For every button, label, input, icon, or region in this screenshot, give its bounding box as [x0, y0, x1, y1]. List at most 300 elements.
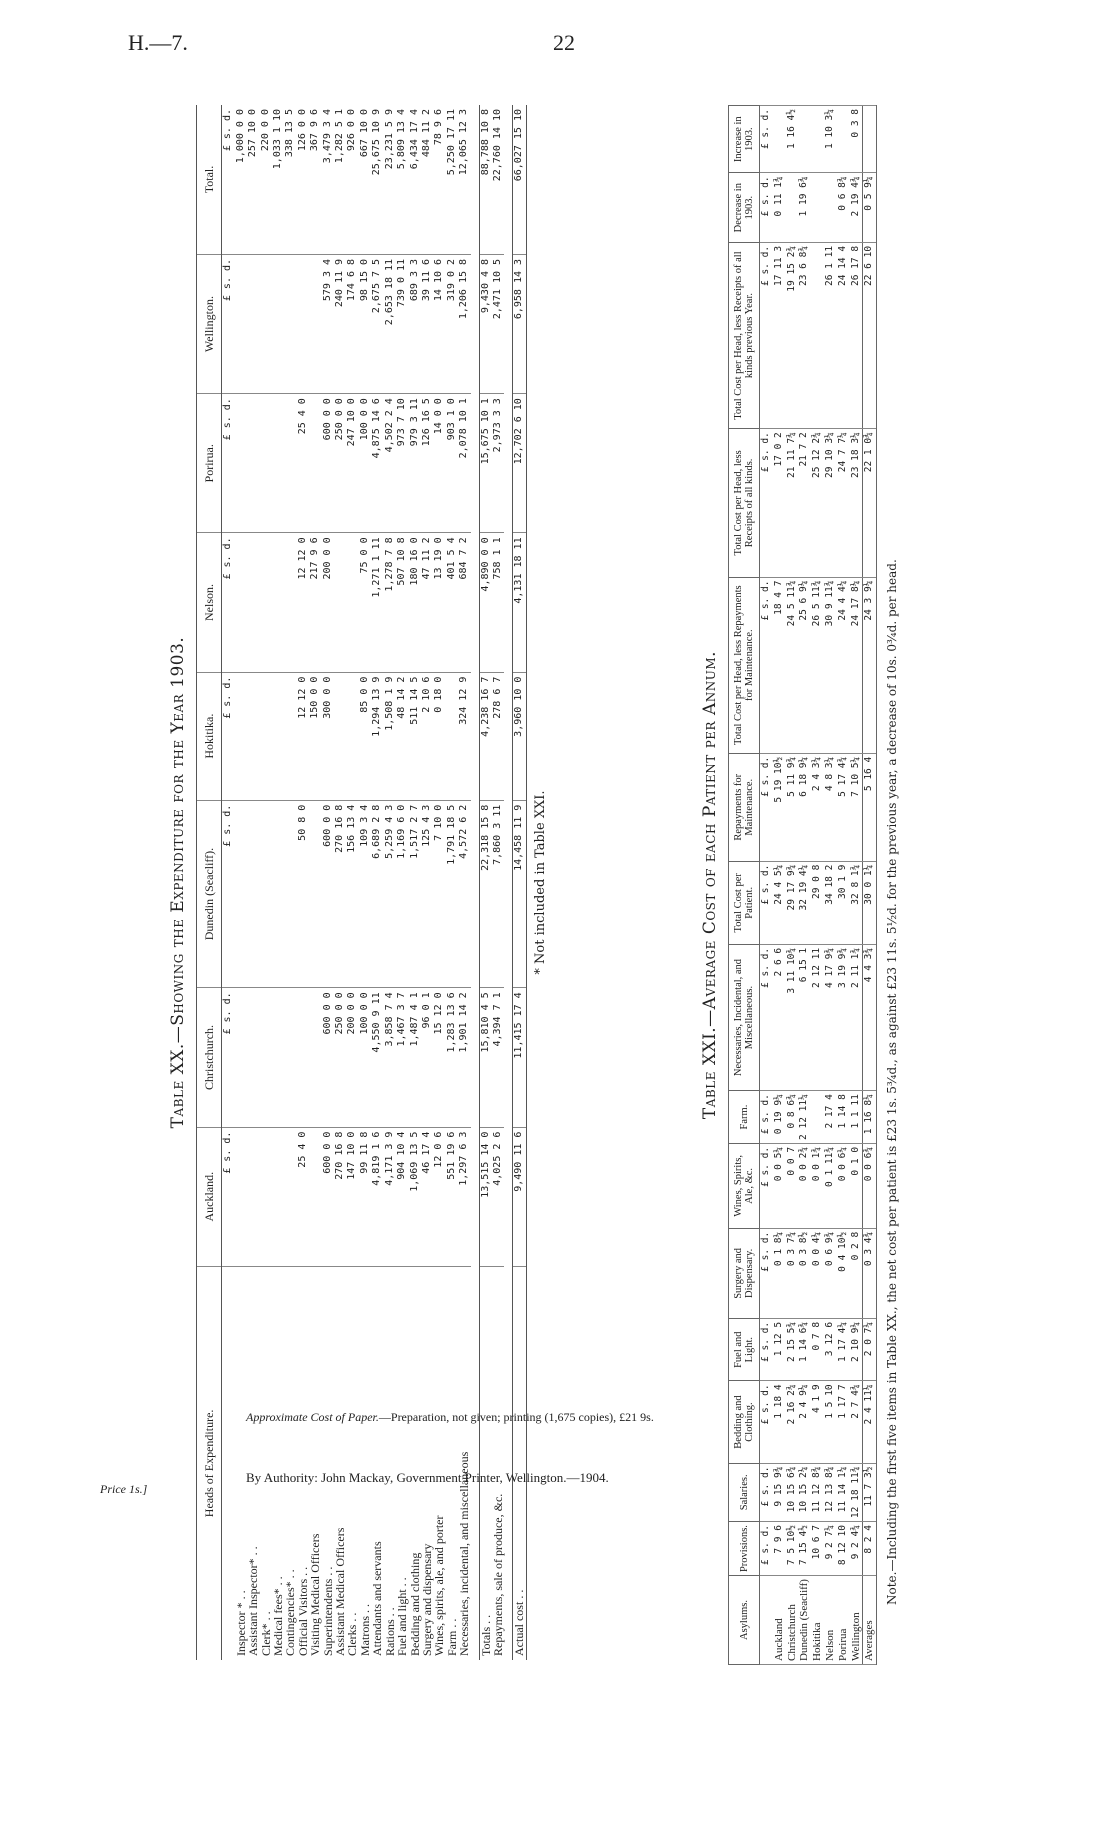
table-cell: 29 0 8: [811, 861, 824, 944]
table-cell: 2,675 7 5: [371, 254, 383, 393]
table-cell: 13,515 14 0: [479, 1127, 492, 1266]
table-xx-column-header: Dunedin (Seacliff).: [197, 800, 222, 988]
asylum-name: Hokitika: [811, 1576, 824, 1665]
table-cell: 0 5 9¼: [863, 173, 877, 243]
table-cell: 739 0 11: [396, 254, 408, 393]
table-row: [384, 105, 396, 1660]
table-cell: [297, 254, 309, 393]
table-cell: 47 11 2: [421, 533, 433, 672]
table-cell: 270 16 8: [334, 800, 346, 988]
row-label-text: Surgery and dispensary: [419, 1543, 434, 1656]
table-cell: 39 11 6: [421, 254, 433, 393]
table-xxi-units: £ s. d.: [760, 429, 773, 577]
leader-dots: . .: [444, 1618, 459, 1628]
table-cell: 250 0 0: [334, 394, 346, 533]
table-cell: 2 15 5¾: [786, 1318, 799, 1381]
table-cell: 1,283 13 6: [446, 988, 458, 1127]
table-cell: 25,675 10 9: [371, 105, 383, 254]
row-label-text: Attendants and servants: [370, 1541, 385, 1656]
asylum-name: Averages: [863, 1576, 877, 1665]
table-cell: [247, 394, 259, 533]
table-cell: 2 17 4: [824, 1091, 837, 1144]
table-cell: [260, 800, 272, 988]
table-cell: 1,206 15 8: [458, 254, 470, 393]
table-cell: 0 0 2¾: [798, 1143, 811, 1228]
table-xxi-units: £ s. d.: [760, 106, 773, 173]
table-row: [396, 105, 408, 1660]
table-cell: 4,502 2 4: [384, 394, 396, 533]
table-cell: 1,294 13 9: [371, 672, 383, 800]
table-cell: 2,973 3 3: [492, 394, 504, 533]
table-cell: 2 12 11¼: [798, 1091, 811, 1144]
table-cell: 126 0 0: [297, 105, 309, 254]
table-cell: 14 10 6: [433, 254, 445, 393]
table-cell: 99 11 8: [359, 1127, 371, 1266]
authority-line: By Authority: John Mackay, Government Printer, Wellington.—1904.: [246, 1470, 609, 1485]
table-cell: 19 15 2¾: [786, 242, 799, 428]
table-cell: 250 0 0: [334, 988, 346, 1127]
table-cell: [284, 394, 296, 533]
table-cell: 12 12 0: [297, 672, 309, 800]
table-cell: 7 9 6: [773, 1522, 786, 1576]
table-xxi-column-header: Total Cost per Head, less Repayments for Maintenance.: [729, 577, 760, 753]
row-label-text: Superintendents: [320, 1578, 335, 1656]
row-label-text: Bedding and clothing: [407, 1552, 422, 1656]
table-cell: [260, 1127, 272, 1266]
table-cell: 579 3 4: [322, 254, 334, 393]
table-cell: 1,000 0 0: [235, 105, 247, 254]
table-xx-column-header: Nelson.: [197, 533, 222, 672]
table-cell: 22,318 15 8: [479, 800, 492, 988]
table-cell: 220 0 0: [260, 105, 272, 254]
table-cell: 32 19 4¼: [798, 861, 811, 944]
table-cell: [309, 394, 321, 533]
table-cell: 12 13 8¾: [824, 1463, 837, 1521]
table-cell: 48 14 2: [396, 672, 408, 800]
table-cell: 1,901 14 2: [458, 988, 470, 1127]
paper-cost-line: [246, 1410, 654, 1425]
table-cell: 2 6 6: [773, 944, 786, 1090]
table-cell: 319 0 2: [446, 254, 458, 393]
table-cell: [260, 672, 272, 800]
table-row: [492, 105, 504, 1660]
table-row: [798, 106, 811, 1665]
table-cell: 15,810 4 5: [479, 988, 492, 1127]
table-xx-column-header: Porirua.: [197, 394, 222, 533]
table-cell: 10 15 2¼: [798, 1463, 811, 1521]
leader-dots: . .: [271, 1576, 286, 1586]
row-label-text: Assistant Inspector*: [246, 1558, 261, 1656]
table-xxi-units: £ s. d.: [760, 1381, 773, 1463]
table-xxi-units: £ s. d.: [760, 1318, 773, 1381]
table-cell: 24 7 7¼: [837, 429, 850, 577]
row-label: [492, 1266, 504, 1660]
table-cell: 12 18 11¾: [850, 1463, 863, 1521]
table-cell: 600 0 0: [322, 1127, 334, 1266]
table-cell: [235, 988, 247, 1127]
table-cell: [309, 254, 321, 393]
table-cell: [272, 988, 284, 1127]
table-cell: 96 0 1: [421, 988, 433, 1127]
table-xxi-units: £ s. d.: [760, 1143, 773, 1228]
table-cell: 125 4 3: [421, 800, 433, 988]
table-xx-units: £ s. d.: [222, 672, 235, 800]
table-cell: 32 8 1¾: [850, 861, 863, 944]
table-cell: 7 10 0: [433, 800, 445, 988]
table-cell: 4 8 3¼: [824, 753, 837, 861]
table-cell: 4,025 2 6: [492, 1127, 504, 1266]
table-cell: 270 16 8: [334, 1127, 346, 1266]
table-xxi-header-row: [729, 106, 760, 1665]
table-cell: 29 10 3¼: [824, 429, 837, 577]
table-cell: 21 7 2: [798, 429, 811, 577]
table-cell: 1 14 8: [837, 1091, 850, 1144]
row-label: [513, 1266, 526, 1660]
table-xx-note: * Not included in Table XXI.: [532, 790, 548, 975]
table-xxi-column-header: Wines, Spirits, Ale, &c.: [729, 1143, 760, 1228]
table-cell: 4 17 9¾: [824, 944, 837, 1090]
table-xxi-block: [700, 105, 899, 1665]
table-cell: 10 15 6¾: [786, 1463, 799, 1521]
table-cell: [309, 800, 321, 988]
asylum-name: Christchurch: [786, 1576, 799, 1665]
table-xx: [196, 105, 527, 1660]
table-cell: 15,675 10 1: [479, 394, 492, 533]
row-label-text: Visiting Medical Officers: [308, 1533, 323, 1656]
table-cell: 3 12 6: [824, 1318, 837, 1381]
table-cell: 1 1 11: [850, 1091, 863, 1144]
table-cell: 1,271 1 11: [371, 533, 383, 672]
table-cell: 1 14 6¾: [798, 1318, 811, 1381]
table-xxi-column-header: Surgery and Dispensary.: [729, 1228, 760, 1318]
table-cell: [786, 173, 799, 243]
table-cell: 0 0 1¾: [811, 1143, 824, 1228]
leader-dots: . .: [478, 1614, 493, 1624]
table-xx-block: [168, 105, 548, 1660]
table-cell: 46 17 4: [421, 1127, 433, 1266]
row-label-text: Fuel and light: [395, 1589, 410, 1656]
table-cell: 5 16 4: [863, 753, 877, 861]
table-cell: [309, 988, 321, 1127]
table-xxi-column-header: Total Cost per Head, less Receipts of all kinds previous Year.: [729, 242, 760, 428]
table-cell: 6 18 9¼: [798, 753, 811, 861]
table-row: [371, 105, 383, 1660]
table-cell: 401 5 4: [446, 533, 458, 672]
table-cell: [837, 106, 850, 173]
table-cell: 75 0 0: [359, 533, 371, 672]
table-cell: 4,819 1 6: [371, 1127, 383, 1266]
table-cell: [235, 1127, 247, 1266]
table-cell: 15 12 0: [433, 988, 445, 1127]
table-cell: [247, 1127, 259, 1266]
table-xx-units-row: [222, 105, 235, 1660]
asylum-name: Dunedin (Seacliff): [798, 1576, 811, 1665]
leader-dots: . .: [283, 1569, 298, 1579]
table-xxi-column-header: Increase in 1903.: [729, 106, 760, 173]
leader-dots: . .: [320, 1566, 335, 1576]
table-cell: 9 15 9¾: [773, 1463, 786, 1521]
table-cell: [235, 254, 247, 393]
table-cell: 66,027 15 10: [513, 105, 526, 254]
table-cell: [235, 394, 247, 533]
table-cell: 903 1 0: [446, 394, 458, 533]
table-xx-units: £ s. d.: [222, 105, 235, 254]
table-cell: 18 4 7: [773, 577, 786, 753]
table-cell: 2 4 3¼: [811, 753, 824, 861]
table-cell: 7 15 4½: [798, 1522, 811, 1576]
table-row: [513, 105, 526, 1660]
table-cell: 0 7 8: [811, 1318, 824, 1381]
table-cell: 3,858 7 4: [384, 988, 396, 1127]
table-cell: [773, 106, 786, 173]
table-cell: 4 1 9: [811, 1381, 824, 1463]
table-xxi-title: Table XXI.—Average Cost of each Patient per Annum.: [700, 650, 720, 1120]
table-xx-column-header: Hokitika.: [197, 672, 222, 800]
table-row: [359, 105, 371, 1660]
table-row: [863, 106, 877, 1665]
table-cell: [272, 800, 284, 988]
table-cell: [260, 254, 272, 393]
table-cell: 2 10 9¼: [850, 1318, 863, 1381]
table-xxi-units: £ s. d.: [760, 173, 773, 243]
table-cell: 0 6 8¾: [837, 173, 850, 243]
table-cell: 979 3 11: [409, 394, 421, 533]
asylum-name: Porirua: [837, 1576, 850, 1665]
table-cell: 511 14 5: [409, 672, 421, 800]
table-row: [824, 106, 837, 1665]
table-xxi-units: £ s. d.: [760, 1522, 773, 1576]
table-cell: 973 7 10: [396, 394, 408, 533]
table-xx-units: £ s. d.: [222, 394, 235, 533]
table-cell: 24 17 8¼: [850, 577, 863, 753]
table-cell: 0 0 6¼: [837, 1143, 850, 1228]
table-cell: 484 11 2: [421, 105, 433, 254]
table-cell: 6 15 1: [798, 944, 811, 1090]
table-row: [773, 106, 786, 1665]
spacer-row: [504, 105, 513, 1660]
table-cell: [235, 800, 247, 988]
table-row: [811, 106, 824, 1665]
table-row: [309, 105, 321, 1660]
table-cell: 4,171 3 9: [384, 1127, 396, 1266]
table-xx-column-header: Total.: [197, 105, 222, 254]
row-label-text: Inspector *: [233, 1602, 248, 1656]
table-cell: 78 9 6: [433, 105, 445, 254]
table-cell: [346, 533, 358, 672]
leader-dots: . .: [258, 1611, 273, 1621]
leader-dots: . .: [233, 1590, 248, 1600]
table-cell: 88,788 10 8: [479, 105, 492, 254]
table-row: [421, 105, 433, 1660]
table-cell: 9,430 4 8: [479, 254, 492, 393]
row-label: [371, 1266, 383, 1660]
table-xx-column-header: Auckland.: [197, 1127, 222, 1266]
table-cell: 257 10 0: [247, 105, 259, 254]
table-cell: 12 12 0: [297, 533, 309, 672]
table-cell: 5,809 13 4: [396, 105, 408, 254]
table-xxi-column-header: Farm.: [729, 1091, 760, 1144]
table-row: [446, 105, 458, 1660]
table-cell: 1 17 7: [837, 1381, 850, 1463]
row-label-text: Assistant Medical Officers: [333, 1527, 348, 1656]
table-cell: 247 10 0: [346, 394, 358, 533]
table-cell: [272, 1127, 284, 1266]
row-label-text: Rations: [382, 1619, 397, 1656]
table-cell: 2 19 4¾: [850, 173, 863, 243]
table-cell: [272, 254, 284, 393]
table-cell: 4,550 9 11: [371, 988, 383, 1127]
table-row: [322, 105, 334, 1660]
table-cell: 600 0 0: [322, 394, 334, 533]
table-cell: 2,471 10 5: [492, 254, 504, 393]
table-cell: [247, 800, 259, 988]
table-cell: 7,860 3 11: [492, 800, 504, 988]
table-cell: 0 3 8½: [798, 1228, 811, 1318]
table-xxi-units: £ s. d.: [760, 577, 773, 753]
table-cell: 24 5 11¾: [786, 577, 799, 753]
table-xxi-column-header: Provisions.: [729, 1522, 760, 1576]
table-cell: 0 1 8¼: [773, 1228, 786, 1318]
table-cell: 1,069 13 5: [409, 1127, 421, 1266]
leader-dots: . .: [357, 1604, 372, 1613]
table-cell: 1,169 6 0: [396, 800, 408, 988]
table-xx-column-header: Christchurch.: [197, 988, 222, 1127]
table-cell: 1,487 4 1: [409, 988, 421, 1127]
table-xxi-units: £ s. d.: [760, 242, 773, 428]
table-cell: 367 9 6: [309, 105, 321, 254]
table-xxi-column-header: Total Cost per Patient.: [729, 861, 760, 944]
table-cell: [260, 533, 272, 672]
table-cell: 2 12 11: [811, 944, 824, 1090]
table-row: [235, 105, 247, 1660]
table-row: [297, 105, 309, 1660]
table-xxi-column-header: Salaries.: [729, 1463, 760, 1521]
table-cell: 5 19 10½: [773, 753, 786, 861]
table-xx-column-header: Heads of Expenditure.: [197, 1266, 222, 1660]
table-cell: 0 4 10½: [837, 1228, 850, 1318]
table-row: [433, 105, 445, 1660]
table-cell: 689 3 3: [409, 254, 421, 393]
table-cell: 24 3 9¼: [863, 577, 877, 753]
leader-dots: . .: [345, 1612, 360, 1622]
table-cell: 600 0 0: [322, 988, 334, 1127]
row-label: [433, 1266, 445, 1660]
table-cell: 4,131 18 11: [513, 533, 526, 672]
asylum-name: Auckland: [773, 1576, 786, 1665]
page-header-reference: H.—7.: [128, 30, 188, 55]
table-cell: 926 0 0: [346, 105, 358, 254]
table-cell: 12,065 12 3: [458, 105, 470, 254]
table-cell: 3,960 10 0: [513, 672, 526, 800]
row-label-text: Clerks: [345, 1624, 360, 1656]
table-cell: 758 1 1: [492, 533, 504, 672]
table-cell: 11,415 17 4: [513, 988, 526, 1127]
table-cell: 0 3 8: [850, 106, 863, 173]
table-cell: 1,278 7 8: [384, 533, 396, 672]
table-cell: 23 6 8¾: [798, 242, 811, 428]
table-cell: 8 12 10: [837, 1522, 850, 1576]
table-cell: 1 19 6¾: [798, 173, 811, 243]
table-cell: [247, 672, 259, 800]
table-cell: 1,508 1 9: [384, 672, 396, 800]
table-cell: 9 2 7¼: [824, 1522, 837, 1576]
table-cell: 2 0 7¼: [863, 1318, 877, 1381]
table-cell: 30 9 11¾: [824, 577, 837, 753]
table-cell: 6,958 14 3: [513, 254, 526, 393]
table-cell: 0 0 6¾: [863, 1143, 877, 1228]
table-cell: 100 0 0: [359, 988, 371, 1127]
table-cell: 4,238 16 7: [479, 672, 492, 800]
table-cell: 5,250 17 11: [446, 105, 458, 254]
table-cell: 0 3 7¾: [786, 1228, 799, 1318]
table-xx-units: £ s. d.: [222, 988, 235, 1127]
table-xx-column-header: Wellington.: [197, 254, 222, 393]
table-cell: 1,297 6 3: [458, 1127, 470, 1266]
table-cell: 23,231 5 9: [384, 105, 396, 254]
row-label-text: Contingencies*: [283, 1581, 298, 1656]
table-xxi-column-header: Decrease in 1903.: [729, 173, 760, 243]
row-label: [247, 1266, 259, 1660]
table-xx-header-row: [197, 105, 222, 1660]
table-cell: 0 18 0: [433, 672, 445, 800]
table-cell: 12 0 6: [433, 1127, 445, 1266]
table-xxi-units: £ s. d.: [760, 753, 773, 861]
asylum-name: Wellington: [850, 1576, 863, 1665]
table-cell: [284, 988, 296, 1127]
table-row: [272, 105, 284, 1660]
table-row: [786, 106, 799, 1665]
table-cell: 1 16 4½: [786, 106, 799, 173]
table-cell: 26 5 11¾: [811, 577, 824, 753]
table-cell: 200 0 0: [322, 533, 334, 672]
table-xx-title: Table XX.—Showing the Expenditure for the Year 1903.: [168, 636, 188, 1129]
table-cell: 25 4 0: [297, 394, 309, 533]
table-cell: 24 4 4¼: [837, 577, 850, 753]
table-cell: 1,517 2 7: [409, 800, 421, 988]
table-cell: 4,394 7 1: [492, 988, 504, 1127]
table-cell: [309, 1127, 321, 1266]
table-cell: 156 13 4: [346, 800, 358, 988]
table-cell: [284, 1127, 296, 1266]
table-cell: 8 2 4: [863, 1522, 877, 1576]
table-xxi-units-spacer: [760, 1576, 773, 1665]
table-cell: 1 18 4: [773, 1381, 786, 1463]
table-cell: [272, 394, 284, 533]
table-cell: 22 1 0¾: [863, 429, 877, 577]
table-cell: [811, 173, 824, 243]
row-label: [334, 1266, 346, 1660]
table-cell: 278 6 7: [492, 672, 504, 800]
table-cell: [811, 1091, 824, 1144]
table-cell: 3 11 10¾: [786, 944, 799, 1090]
table-cell: 2,078 10 1: [458, 394, 470, 533]
table-cell: [272, 672, 284, 800]
table-xxi: [728, 105, 877, 1665]
table-xx-units: £ s. d.: [222, 254, 235, 393]
table-cell: 29 17 9¾: [786, 861, 799, 944]
table-cell: 25 12 2¾: [811, 429, 824, 577]
table-cell: 6,689 2 8: [371, 800, 383, 988]
table-cell: 17 0 2: [773, 429, 786, 577]
table-row: [284, 105, 296, 1660]
table-cell: 300 0 0: [322, 672, 334, 800]
table-row: [260, 105, 272, 1660]
table-row: [837, 106, 850, 1665]
row-label-text: Matrons: [357, 1616, 372, 1656]
table-cell: 200 0 0: [346, 988, 358, 1127]
table-row: [479, 105, 492, 1660]
table-cell: 50 8 0: [297, 800, 309, 988]
